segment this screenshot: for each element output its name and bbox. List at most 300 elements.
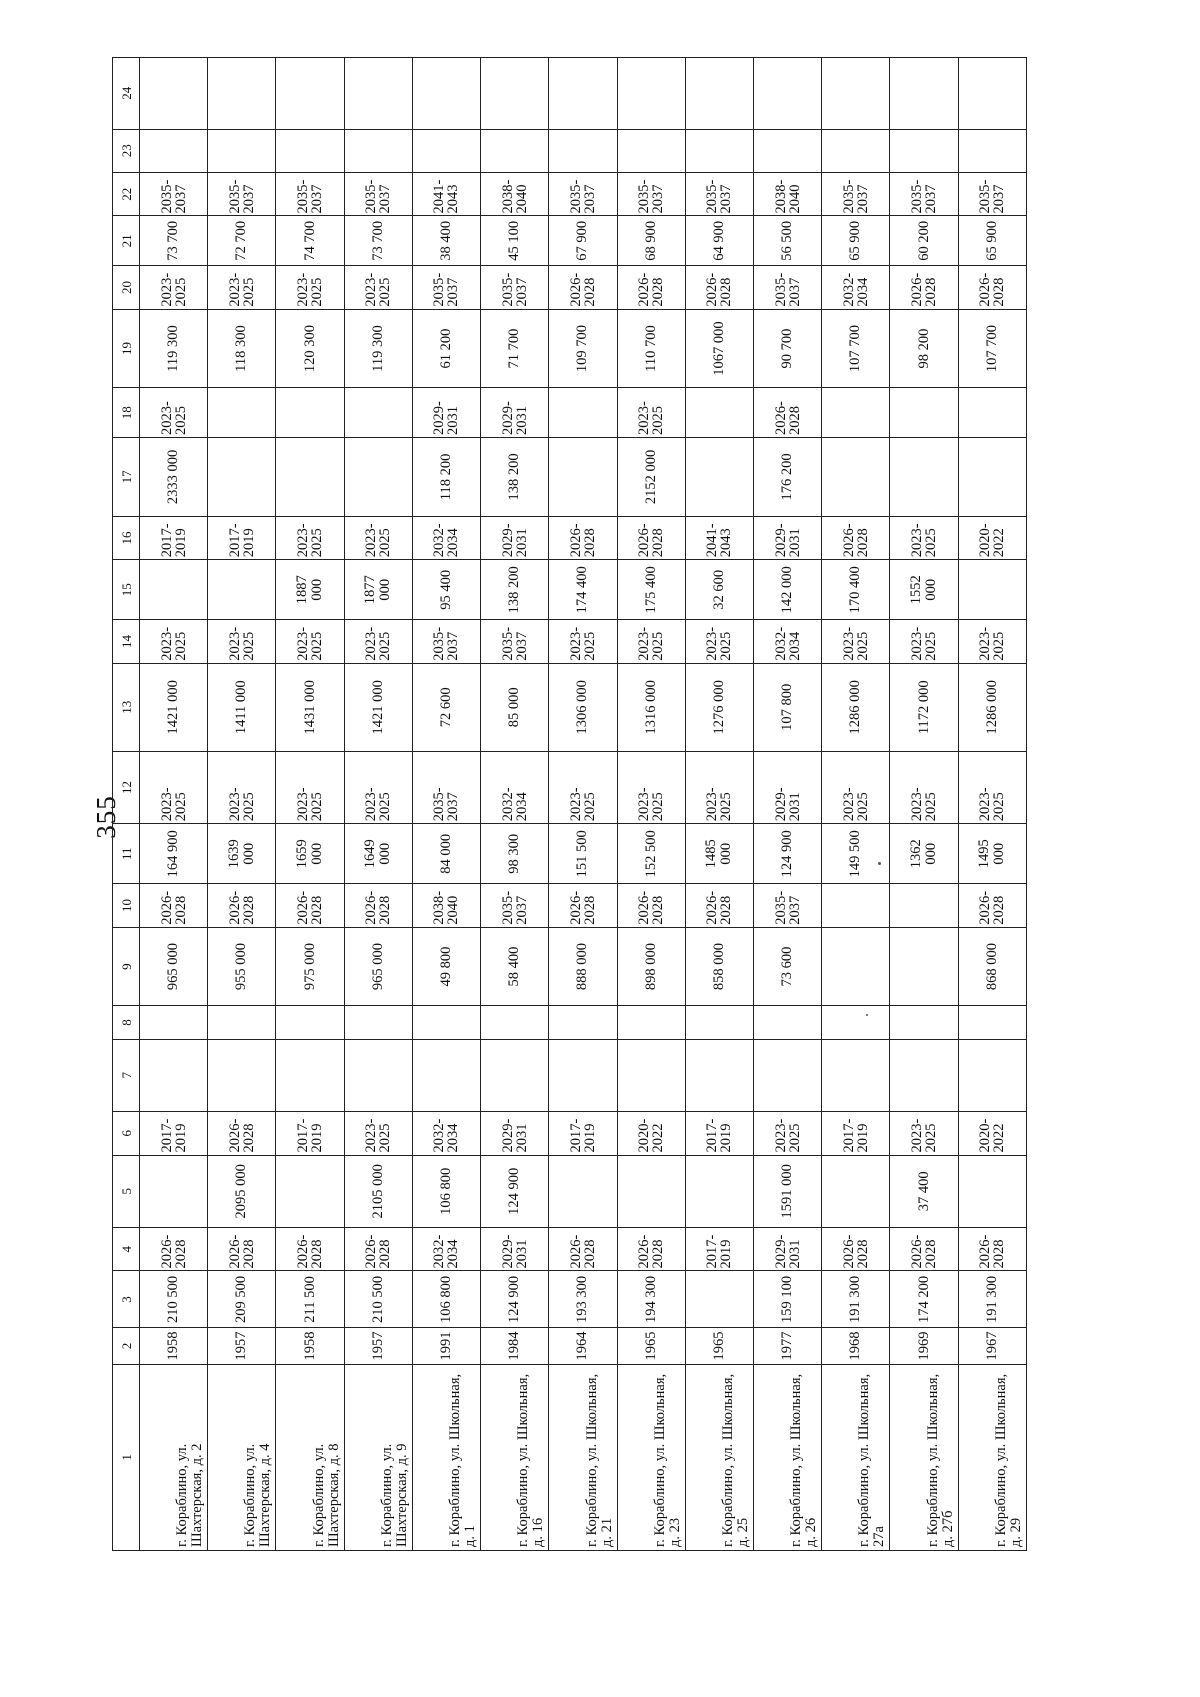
value-cell <box>890 927 958 1006</box>
period-cell: 2023- 2025 <box>344 751 412 823</box>
value-cell: 210 500 <box>140 1271 208 1328</box>
value-cell <box>208 58 276 130</box>
value-cell <box>344 438 412 517</box>
period-cell: 2026- 2028 <box>276 1227 344 1270</box>
period-cell: 2023- 2025 <box>344 1112 412 1155</box>
period-cell: 2026- 2028 <box>685 266 753 309</box>
value-cell: 120 300 <box>276 309 344 388</box>
column-header-13: 13 <box>113 663 140 751</box>
value-cell <box>753 1006 821 1039</box>
period-cell: 2035- 2037 <box>753 884 821 927</box>
value-cell: 1411 000 <box>208 663 276 751</box>
value-cell <box>958 1155 1026 1227</box>
value-cell <box>617 1006 685 1039</box>
column-header-2: 2 <box>113 1328 140 1364</box>
value-cell: 109 700 <box>549 309 617 388</box>
address-cell: г. Кораблино, ул. Школьная, 27а <box>822 1364 890 1550</box>
period-cell: 2026- 2028 <box>822 516 890 559</box>
address-cell: г. Кораблино, ул. Школьная, д. 16 <box>481 1364 549 1550</box>
value-cell: 1276 000 <box>685 663 753 751</box>
value-cell: 191 300 <box>958 1271 1026 1328</box>
column-header-24: 24 <box>113 58 140 130</box>
period-cell: 2035- 2037 <box>617 173 685 216</box>
scan-speck <box>878 862 881 865</box>
period-cell: 2029- 2031 <box>481 388 549 438</box>
value-cell <box>753 1039 821 1111</box>
period-cell: 2035- 2037 <box>140 173 208 216</box>
value-cell <box>822 438 890 517</box>
value-cell: 174 200 <box>890 1271 958 1328</box>
value-cell <box>958 1006 1026 1039</box>
year-built-cell: 1965 <box>685 1328 753 1364</box>
value-cell: 149 500 <box>822 824 890 884</box>
value-cell <box>822 129 890 172</box>
period-cell: 2023- 2025 <box>958 751 1026 823</box>
period-cell: 2017- 2019 <box>549 1112 617 1155</box>
value-cell <box>890 388 958 438</box>
value-cell: 118 200 <box>412 438 480 517</box>
value-cell <box>958 560 1026 620</box>
value-cell: 176 200 <box>753 438 821 517</box>
period-cell: 2023- 2025 <box>140 388 208 438</box>
value-cell: 1591 000 <box>753 1155 821 1227</box>
scan-speck <box>866 1014 868 1016</box>
value-cell: 73 700 <box>140 216 208 266</box>
value-cell: 98 300 <box>481 824 549 884</box>
period-cell: 2029- 2031 <box>753 751 821 823</box>
table-row <box>753 58 821 1551</box>
value-cell <box>276 1155 344 1227</box>
value-cell: 119 300 <box>140 309 208 388</box>
value-cell: 210 500 <box>344 1271 412 1328</box>
value-cell: 49 800 <box>412 927 480 1006</box>
address-cell: г. Кораблино, ул. Шахтерская, д. 9 <box>344 1364 412 1550</box>
value-cell <box>140 1006 208 1039</box>
value-cell: 1639 000 <box>208 824 276 884</box>
table-row <box>890 58 958 1551</box>
period-cell: 2032- 2034 <box>412 516 480 559</box>
period-cell: 2041- 2043 <box>412 173 480 216</box>
value-cell <box>276 1039 344 1111</box>
column-header-21: 21 <box>113 216 140 266</box>
value-cell: 65 900 <box>822 216 890 266</box>
value-cell: 1877 000 <box>344 560 412 620</box>
period-cell: 2029- 2031 <box>753 1227 821 1270</box>
period-cell: 2026- 2028 <box>617 266 685 309</box>
value-cell: 58 400 <box>481 927 549 1006</box>
value-cell: 1421 000 <box>140 663 208 751</box>
value-cell <box>958 58 1026 130</box>
value-cell: 965 000 <box>140 927 208 1006</box>
year-built-cell: 1965 <box>617 1328 685 1364</box>
value-cell: 1552 000 <box>890 560 958 620</box>
period-cell: 2026- 2028 <box>890 266 958 309</box>
value-cell: 124 900 <box>481 1271 549 1328</box>
value-cell: 868 000 <box>958 927 1026 1006</box>
value-cell: 38 400 <box>412 216 480 266</box>
value-cell: 164 900 <box>140 824 208 884</box>
value-cell: 119 300 <box>344 309 412 388</box>
table-body <box>140 58 1027 1551</box>
value-cell: 1306 000 <box>549 663 617 751</box>
value-cell <box>344 129 412 172</box>
value-cell <box>890 1039 958 1111</box>
period-cell: 2023- 2025 <box>549 751 617 823</box>
period-cell: 2023- 2025 <box>140 266 208 309</box>
value-cell: 67 900 <box>549 216 617 266</box>
period-cell: 2026- 2028 <box>549 516 617 559</box>
period-cell: 2026- 2028 <box>890 1227 958 1270</box>
period-cell: 2026- 2028 <box>208 1112 276 1155</box>
period-cell: 2035- 2037 <box>753 266 821 309</box>
column-header-12: 12 <box>113 751 140 823</box>
period-cell: 2023- 2025 <box>890 751 958 823</box>
year-built-cell: 1958 <box>140 1328 208 1364</box>
period-cell: 2026- 2028 <box>958 1227 1026 1270</box>
value-cell <box>208 1039 276 1111</box>
header-row <box>113 58 140 1551</box>
period-cell: 2026- 2028 <box>958 266 1026 309</box>
value-cell: 107 700 <box>822 309 890 388</box>
value-cell: 65 900 <box>958 216 1026 266</box>
period-cell: 2035- 2037 <box>958 173 1026 216</box>
period-cell: 2023- 2025 <box>685 751 753 823</box>
value-cell <box>140 58 208 130</box>
value-cell: 32 600 <box>685 560 753 620</box>
value-cell <box>685 1155 753 1227</box>
period-cell: 2026- 2028 <box>140 1227 208 1270</box>
period-cell: 2023- 2025 <box>276 516 344 559</box>
value-cell <box>412 1006 480 1039</box>
value-cell: 1362 000 <box>890 824 958 884</box>
value-cell: 193 300 <box>549 1271 617 1328</box>
value-cell <box>685 1039 753 1111</box>
value-cell: 64 900 <box>685 216 753 266</box>
column-header-11: 11 <box>113 824 140 884</box>
value-cell <box>685 1271 753 1328</box>
period-cell: 2035- 2037 <box>208 173 276 216</box>
period-cell: 2026- 2028 <box>140 884 208 927</box>
value-cell <box>890 1006 958 1039</box>
value-cell <box>958 388 1026 438</box>
period-cell: 2026- 2028 <box>685 884 753 927</box>
value-cell <box>208 560 276 620</box>
column-header-3: 3 <box>113 1271 140 1328</box>
period-cell: 2023- 2025 <box>890 1112 958 1155</box>
value-cell: 118 300 <box>208 309 276 388</box>
period-cell: 2017- 2019 <box>822 1112 890 1155</box>
period-cell: 2023- 2025 <box>890 620 958 663</box>
value-cell <box>685 438 753 517</box>
period-cell: 2026- 2028 <box>753 388 821 438</box>
period-cell: 2023- 2025 <box>753 1112 821 1155</box>
value-cell <box>208 438 276 517</box>
value-cell: 142 000 <box>753 560 821 620</box>
column-header-16: 16 <box>113 516 140 559</box>
value-cell: 174 400 <box>549 560 617 620</box>
value-cell: 888 000 <box>549 927 617 1006</box>
period-cell: 2029- 2031 <box>753 516 821 559</box>
period-cell: 2029- 2031 <box>412 388 480 438</box>
value-cell <box>208 129 276 172</box>
value-cell: 1286 000 <box>822 663 890 751</box>
year-built-cell: 1958 <box>276 1328 344 1364</box>
period-cell: 2026- 2028 <box>958 884 1026 927</box>
value-cell <box>549 1006 617 1039</box>
value-cell <box>140 1155 208 1227</box>
period-cell: 2035- 2037 <box>481 884 549 927</box>
value-cell <box>890 438 958 517</box>
value-cell <box>822 58 890 130</box>
period-cell: 2032- 2034 <box>822 266 890 309</box>
year-built-cell: 1967 <box>958 1328 1026 1364</box>
table-row <box>344 58 412 1551</box>
address-cell: г. Кораблино, ул. Школьная, д. 26 <box>753 1364 821 1550</box>
period-cell: 2023- 2025 <box>822 620 890 663</box>
value-cell <box>549 129 617 172</box>
period-cell: 2026- 2028 <box>617 1227 685 1270</box>
value-cell: 45 100 <box>481 216 549 266</box>
column-header-4: 4 <box>113 1227 140 1270</box>
value-cell: 95 400 <box>412 560 480 620</box>
value-cell <box>958 438 1026 517</box>
value-cell <box>412 58 480 130</box>
period-cell: 2023- 2025 <box>822 751 890 823</box>
value-cell <box>412 129 480 172</box>
value-cell <box>822 1039 890 1111</box>
value-cell: 2152 000 <box>617 438 685 517</box>
value-cell <box>958 1039 1026 1111</box>
value-cell: 107 700 <box>958 309 1026 388</box>
value-cell <box>276 129 344 172</box>
column-header-14: 14 <box>113 620 140 663</box>
value-cell <box>549 58 617 130</box>
value-cell: 1887 000 <box>276 560 344 620</box>
value-cell <box>481 58 549 130</box>
value-cell <box>344 388 412 438</box>
period-cell: 2023- 2025 <box>208 266 276 309</box>
address-cell: г. Кораблино, ул. Школьная, д. 21 <box>549 1364 617 1550</box>
period-cell: 2029- 2031 <box>481 1227 549 1270</box>
column-header-20: 20 <box>113 266 140 309</box>
value-cell: 858 000 <box>685 927 753 1006</box>
table-row <box>276 58 344 1551</box>
value-cell: 74 700 <box>276 216 344 266</box>
period-cell: 2026- 2028 <box>344 884 412 927</box>
value-cell: 37 400 <box>890 1155 958 1227</box>
value-cell <box>617 58 685 130</box>
value-cell <box>617 1155 685 1227</box>
value-cell: 60 200 <box>890 216 958 266</box>
period-cell: 2023- 2025 <box>344 516 412 559</box>
column-header-23: 23 <box>113 129 140 172</box>
value-cell <box>140 129 208 172</box>
period-cell: 2017- 2019 <box>276 1112 344 1155</box>
period-cell: 2035- 2037 <box>685 173 753 216</box>
year-built-cell: 1977 <box>753 1328 821 1364</box>
value-cell: 1286 000 <box>958 663 1026 751</box>
value-cell <box>140 1039 208 1111</box>
period-cell: 2017- 2019 <box>685 1112 753 1155</box>
period-cell: 2023- 2025 <box>958 620 1026 663</box>
period-cell: 2035- 2037 <box>822 173 890 216</box>
address-cell: г. Кораблино, ул. Школьная, д. 25 <box>685 1364 753 1550</box>
value-cell: 211 500 <box>276 1271 344 1328</box>
value-cell: 975 000 <box>276 927 344 1006</box>
value-cell: 71 700 <box>481 309 549 388</box>
value-cell <box>822 927 890 1006</box>
period-cell: 2032- 2034 <box>753 620 821 663</box>
value-cell: 72 700 <box>208 216 276 266</box>
column-header-17: 17 <box>113 438 140 517</box>
value-cell: 1421 000 <box>344 663 412 751</box>
value-cell: 68 900 <box>617 216 685 266</box>
value-cell <box>481 129 549 172</box>
capital-repair-table <box>112 57 1027 1551</box>
address-cell: г. Кораблино, ул. Школьная, д. 23 <box>617 1364 685 1550</box>
value-cell <box>822 388 890 438</box>
value-cell: 138 200 <box>481 438 549 517</box>
value-cell <box>276 1006 344 1039</box>
value-cell: 124 900 <box>753 824 821 884</box>
period-cell: 2035- 2037 <box>412 266 480 309</box>
value-cell: 2095 000 <box>208 1155 276 1227</box>
value-cell: 175 400 <box>617 560 685 620</box>
value-cell <box>685 58 753 130</box>
period-cell: 2026- 2028 <box>344 1227 412 1270</box>
value-cell: 85 000 <box>481 663 549 751</box>
value-cell <box>481 1039 549 1111</box>
period-cell: 2023- 2025 <box>140 751 208 823</box>
column-header-10: 10 <box>113 884 140 927</box>
period-cell: 2023- 2025 <box>208 751 276 823</box>
value-cell <box>617 1039 685 1111</box>
value-cell: 1431 000 <box>276 663 344 751</box>
period-cell: 2038- 2040 <box>481 173 549 216</box>
period-cell: 2026- 2028 <box>617 516 685 559</box>
period-cell: 2038- 2040 <box>753 173 821 216</box>
address-cell: г. Кораблино, ул. Шахтерская, д. 4 <box>208 1364 276 1550</box>
value-cell <box>276 388 344 438</box>
period-cell: 2029- 2031 <box>481 516 549 559</box>
value-cell: 106 800 <box>412 1271 480 1328</box>
year-built-cell: 1968 <box>822 1328 890 1364</box>
value-cell <box>822 884 890 927</box>
period-cell: 2035- 2037 <box>412 751 480 823</box>
value-cell <box>549 1039 617 1111</box>
value-cell <box>208 388 276 438</box>
address-cell: г. Кораблино, ул. Школьная, д. 29 <box>958 1364 1026 1550</box>
value-cell: 107 800 <box>753 663 821 751</box>
period-cell: 2026- 2028 <box>617 884 685 927</box>
value-cell: 110 700 <box>617 309 685 388</box>
value-cell: 1067 000 <box>685 309 753 388</box>
column-header-6: 6 <box>113 1112 140 1155</box>
year-built-cell: 1964 <box>549 1328 617 1364</box>
column-header-9: 9 <box>113 927 140 1006</box>
value-cell: 72 600 <box>412 663 480 751</box>
value-cell <box>890 58 958 130</box>
period-cell: 2017- 2019 <box>140 516 208 559</box>
period-cell: 2026- 2028 <box>208 1227 276 1270</box>
address-cell: г. Кораблино, ул. Шахтерская, д. 8 <box>276 1364 344 1550</box>
table-row <box>958 58 1026 1551</box>
table-row <box>617 58 685 1551</box>
period-cell: 2026- 2028 <box>276 884 344 927</box>
period-cell: 2023- 2025 <box>617 620 685 663</box>
value-cell: 1495 000 <box>958 824 1026 884</box>
value-cell: 61 200 <box>412 309 480 388</box>
period-cell: 2035- 2037 <box>890 173 958 216</box>
year-built-cell: 1969 <box>890 1328 958 1364</box>
column-header-19: 19 <box>113 309 140 388</box>
value-cell <box>412 1039 480 1111</box>
period-cell: 2023- 2025 <box>890 516 958 559</box>
value-cell <box>208 1006 276 1039</box>
year-built-cell: 1991 <box>412 1328 480 1364</box>
value-cell: 194 300 <box>617 1271 685 1328</box>
period-cell: 2038- 2040 <box>412 884 480 927</box>
column-header-5: 5 <box>113 1155 140 1227</box>
value-cell <box>890 129 958 172</box>
value-cell <box>344 1039 412 1111</box>
value-cell: 98 200 <box>890 309 958 388</box>
period-cell: 2026- 2028 <box>549 1227 617 1270</box>
period-cell: 2029- 2031 <box>481 1112 549 1155</box>
value-cell: 90 700 <box>753 309 821 388</box>
table-row <box>685 58 753 1551</box>
period-cell: 2020- 2022 <box>617 1112 685 1155</box>
period-cell: 2035- 2037 <box>481 266 549 309</box>
period-cell: 2035- 2037 <box>412 620 480 663</box>
year-built-cell: 1984 <box>481 1328 549 1364</box>
address-cell: г. Кораблино, ул. Школьная, д. 1 <box>412 1364 480 1550</box>
value-cell: 84 000 <box>412 824 480 884</box>
period-cell: 2023- 2025 <box>617 388 685 438</box>
column-header-7: 7 <box>113 1039 140 1111</box>
value-cell: 191 300 <box>822 1271 890 1328</box>
period-cell: 2035- 2037 <box>344 173 412 216</box>
value-cell <box>822 1006 890 1039</box>
value-cell: 209 500 <box>208 1271 276 1328</box>
value-cell: 965 000 <box>344 927 412 1006</box>
value-cell: 73 600 <box>753 927 821 1006</box>
period-cell: 2017- 2019 <box>140 1112 208 1155</box>
period-cell: 2035- 2037 <box>481 620 549 663</box>
period-cell: 2023- 2025 <box>549 620 617 663</box>
value-cell <box>685 129 753 172</box>
value-cell <box>753 58 821 130</box>
column-header-1: 1 <box>113 1364 140 1550</box>
year-built-cell: 1957 <box>344 1328 412 1364</box>
value-cell <box>481 1006 549 1039</box>
period-cell: 2035- 2037 <box>549 173 617 216</box>
page-number: 355 <box>91 795 121 839</box>
period-cell: 2023- 2025 <box>140 620 208 663</box>
value-cell: 1659 000 <box>276 824 344 884</box>
column-header-18: 18 <box>113 388 140 438</box>
value-cell: 170 400 <box>822 560 890 620</box>
value-cell: 2105 000 <box>344 1155 412 1227</box>
value-cell: 56 500 <box>753 216 821 266</box>
period-cell: 2023- 2025 <box>276 620 344 663</box>
period-cell: 2020- 2022 <box>958 516 1026 559</box>
value-cell <box>549 438 617 517</box>
period-cell: 2032- 2034 <box>481 751 549 823</box>
period-cell: 2023- 2025 <box>617 751 685 823</box>
rotated-table-wrapper <box>112 57 1027 1551</box>
value-cell <box>549 1155 617 1227</box>
